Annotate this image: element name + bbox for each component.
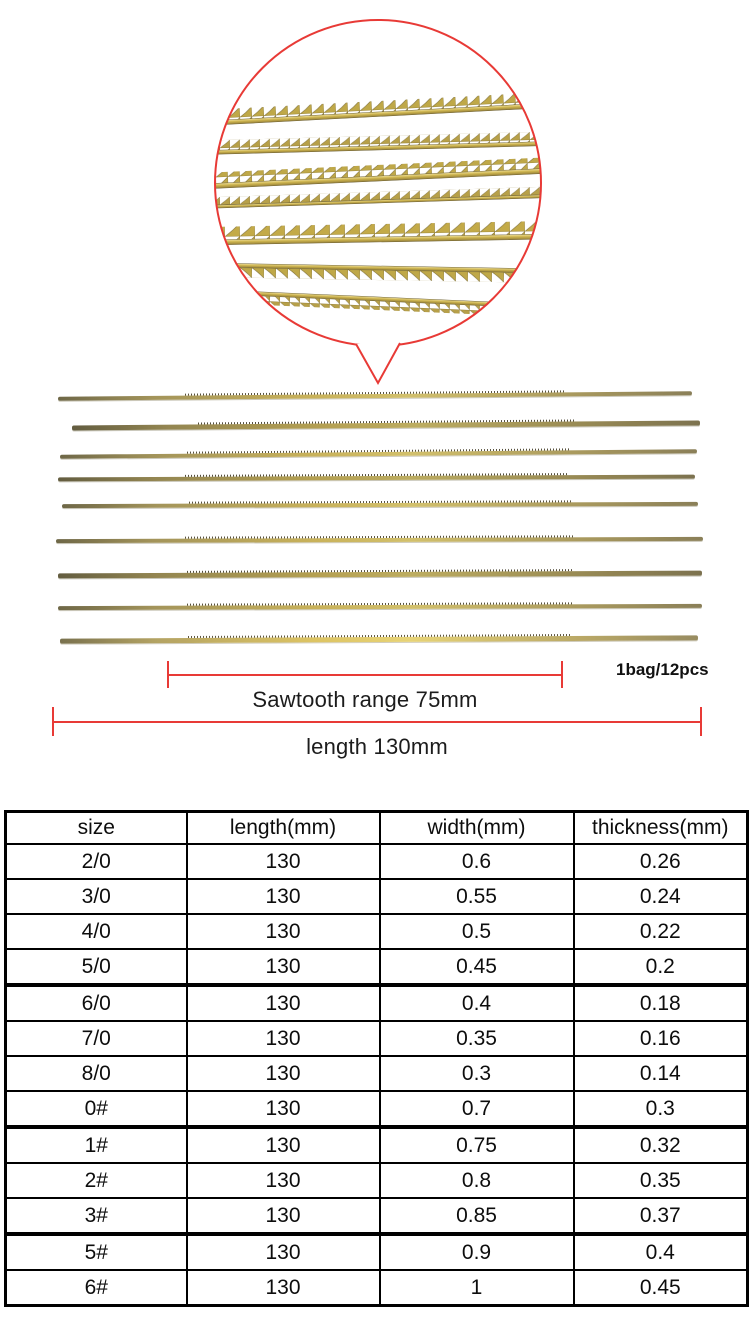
size-cell: 7/0 <box>6 1021 187 1056</box>
width-cell: 0.9 <box>380 1234 574 1270</box>
thickness-cell: 0.14 <box>574 1056 748 1091</box>
saw-blade <box>58 571 702 579</box>
thickness-cell: 0.37 <box>574 1198 748 1234</box>
size-cell: 6# <box>6 1270 187 1306</box>
table-row <box>6 1270 748 1306</box>
size-cell: 4/0 <box>6 914 187 949</box>
length-cell: 130 <box>187 985 380 1021</box>
magnified-blade <box>195 263 561 283</box>
column-header-width: width(mm) <box>380 812 574 845</box>
size-cell: 0# <box>6 1091 187 1127</box>
table-row <box>6 985 748 1021</box>
magnified-blade <box>195 221 561 245</box>
thickness-cell: 0.4 <box>574 1234 748 1270</box>
table-row <box>6 844 748 879</box>
table-row <box>6 1127 748 1163</box>
size-cell: 6/0 <box>6 985 187 1021</box>
width-cell: 0.6 <box>380 844 574 879</box>
thickness-cell: 0.26 <box>574 844 748 879</box>
thickness-cell: 0.2 <box>574 949 748 985</box>
saw-blade <box>60 635 698 643</box>
length-cell: 130 <box>187 1056 380 1091</box>
thickness-cell: 0.45 <box>574 1270 748 1306</box>
size-cell: 3/0 <box>6 879 187 914</box>
length-label: length 130mm <box>306 734 448 759</box>
table-row <box>6 1163 748 1198</box>
length-cell: 130 <box>187 1163 380 1198</box>
width-cell: 0.7 <box>380 1091 574 1127</box>
table-row <box>6 1091 748 1127</box>
table-row <box>6 949 748 985</box>
column-header-thickness: thickness(mm) <box>574 812 748 845</box>
length-cell: 130 <box>187 1234 380 1270</box>
table-row <box>6 879 748 914</box>
sawtooth-dimension-line <box>168 674 562 676</box>
spec-table <box>4 810 749 1307</box>
length-cell: 130 <box>187 1021 380 1056</box>
size-cell: 5# <box>6 1234 187 1270</box>
width-cell: 0.85 <box>380 1198 574 1234</box>
size-cell: 2# <box>6 1163 187 1198</box>
thickness-cell: 0.3 <box>574 1091 748 1127</box>
thickness-cell: 0.18 <box>574 985 748 1021</box>
table-row <box>6 1234 748 1270</box>
table-row <box>6 1056 748 1091</box>
size-cell: 1# <box>6 1127 187 1163</box>
size-cell: 3# <box>6 1198 187 1234</box>
saw-blade <box>58 475 695 482</box>
width-cell: 0.45 <box>380 949 574 985</box>
thickness-cell: 0.24 <box>574 879 748 914</box>
magnified-blade <box>195 186 561 208</box>
sawtooth-range-label: Sawtooth range 75mm <box>252 687 478 712</box>
table-row <box>6 1198 748 1234</box>
width-cell: 0.4 <box>380 985 574 1021</box>
thickness-cell: 0.22 <box>574 914 748 949</box>
width-cell: 0.5 <box>380 914 574 949</box>
bag-count-label: 1bag/12pcs <box>616 660 709 679</box>
width-cell: 0.35 <box>380 1021 574 1056</box>
length-cell: 130 <box>187 1091 380 1127</box>
column-header-length: length(mm) <box>187 812 380 845</box>
size-cell: 5/0 <box>6 949 187 985</box>
column-header-size: size <box>6 812 187 845</box>
thickness-cell: 0.16 <box>574 1021 748 1056</box>
saw-blade <box>60 449 697 459</box>
width-cell: 1 <box>380 1270 574 1306</box>
saw-blade <box>72 421 700 431</box>
magnifier-callout <box>0 0 750 392</box>
width-cell: 0.55 <box>380 879 574 914</box>
length-cell: 130 <box>187 1270 380 1306</box>
length-dimension-line <box>53 721 701 723</box>
magnified-blade <box>195 289 561 318</box>
saw-blade <box>62 502 698 508</box>
magnified-blade <box>195 131 561 155</box>
saw-blade <box>58 604 702 610</box>
saw-blade <box>58 391 692 401</box>
width-cell: 0.75 <box>380 1127 574 1163</box>
size-cell: 2/0 <box>6 844 187 879</box>
table-row <box>6 1021 748 1056</box>
width-cell: 0.8 <box>380 1163 574 1198</box>
length-cell: 130 <box>187 1127 380 1163</box>
magnifier-zoom-icon <box>0 0 750 392</box>
width-cell: 0.3 <box>380 1056 574 1091</box>
length-cell: 130 <box>187 879 380 914</box>
header-row <box>6 812 748 845</box>
saw-blade <box>56 537 703 543</box>
thickness-cell: 0.32 <box>574 1127 748 1163</box>
magnifier-pointer <box>356 343 400 383</box>
table-row <box>6 914 748 949</box>
size-cell: 8/0 <box>6 1056 187 1091</box>
magnified-blade <box>195 91 561 126</box>
thickness-cell: 0.35 <box>574 1163 748 1198</box>
length-cell: 130 <box>187 1198 380 1234</box>
length-cell: 130 <box>187 949 380 985</box>
length-cell: 130 <box>187 914 380 949</box>
length-cell: 130 <box>187 844 380 879</box>
magnified-blade <box>195 157 561 190</box>
